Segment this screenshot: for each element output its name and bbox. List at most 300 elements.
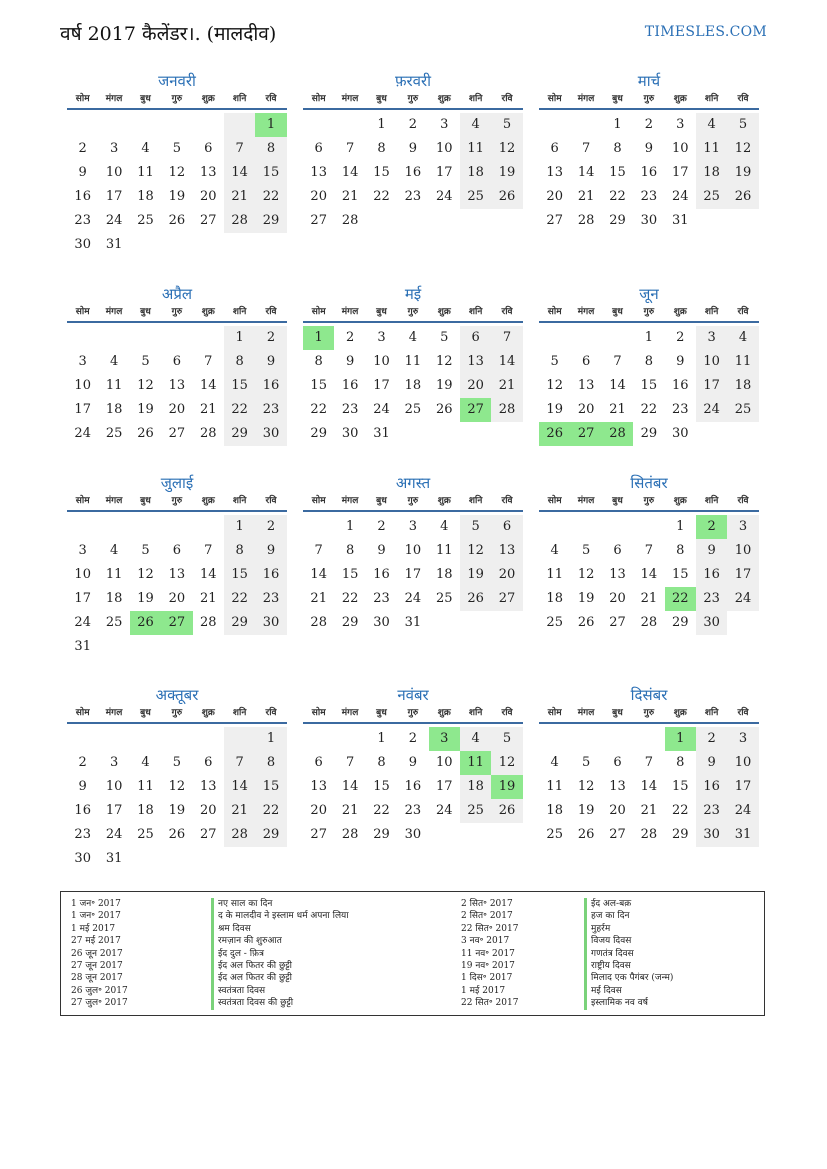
day-cell: 2	[408, 731, 417, 746]
day-cell: 15	[671, 567, 689, 582]
day-cell: 24	[671, 189, 689, 204]
day-cell: 30	[255, 611, 286, 635]
day-cell: 17	[74, 591, 91, 606]
day-cell: 7	[613, 354, 622, 369]
weekday-label: गुरु	[643, 307, 655, 317]
day-cell: 20	[577, 402, 595, 417]
weekday-label: गुरु	[171, 94, 183, 104]
day-cell: 21	[199, 591, 217, 606]
day-cell: 6	[491, 515, 522, 539]
day-cell: 12	[546, 378, 563, 393]
day-cell: 21	[640, 591, 658, 606]
holiday-name: मिलाद एक पैगंबर (जन्म)	[584, 972, 673, 984]
weekday-label: शनि	[704, 708, 719, 718]
weekday-header	[67, 305, 287, 323]
day-cell: 26	[539, 422, 570, 446]
month-name: जुलाई	[160, 474, 194, 492]
day-cell: 14	[640, 567, 658, 582]
day-cell: 22	[255, 799, 286, 823]
holiday-date: 1 मई 2017	[461, 985, 506, 996]
day-cell: 25	[546, 827, 563, 842]
day-cell: 25	[435, 591, 453, 606]
weekday-label: रवि	[265, 496, 277, 506]
day-cell: 2	[377, 519, 386, 534]
day-cell: 2	[78, 755, 87, 770]
weekday-label: बुध	[612, 94, 623, 104]
empty-cell	[397, 422, 428, 446]
day-cell: 5	[727, 113, 758, 137]
weekday-label: रवि	[501, 496, 513, 506]
month-block	[303, 70, 523, 233]
day-cell: 1	[345, 519, 355, 534]
month-name: जनवरी	[158, 72, 196, 90]
day-cell: 24	[373, 402, 390, 417]
day-cell: 7	[314, 543, 323, 558]
weekday-label: मंगल	[341, 496, 359, 506]
day-cell: 15	[341, 567, 359, 582]
day-cell: 28	[602, 422, 633, 446]
day-cell: 20	[546, 189, 563, 204]
day-cell: 20	[310, 803, 327, 818]
day-cell: 13	[491, 539, 522, 563]
day-cell: 23	[74, 827, 91, 842]
day-cell: 1	[224, 326, 255, 350]
day-cell: 6	[314, 755, 323, 770]
day-cell: 3	[429, 727, 460, 751]
holiday-legend	[60, 891, 765, 1016]
day-cell: 13	[609, 567, 626, 582]
day-cell: 16	[696, 563, 727, 587]
day-cell: 18	[105, 591, 123, 606]
day-cell: 5	[460, 515, 491, 539]
month-name: मई	[404, 285, 422, 303]
day-cell: 27	[199, 213, 217, 228]
day-cell: 4	[109, 543, 119, 558]
empty-cell	[696, 422, 727, 446]
day-cell: 6	[613, 755, 622, 770]
holiday-date: 26 जून 2017	[71, 948, 123, 959]
weekday-label: मंगल	[105, 708, 123, 718]
day-cell: 11	[435, 543, 453, 558]
empty-cell	[602, 727, 633, 751]
month-name: अगस्त	[395, 474, 431, 492]
holiday-name: स्वतंत्रता दिवस	[211, 985, 349, 997]
weekday-label: शुक्र	[673, 496, 687, 506]
empty-cell	[303, 515, 334, 539]
day-cell: 13	[546, 165, 563, 180]
day-cell: 31	[727, 823, 758, 847]
day-cell: 7	[345, 141, 355, 156]
day-cell: 18	[435, 567, 453, 582]
day-cell: 10	[727, 751, 758, 775]
weekday-label: गुरु	[643, 708, 655, 718]
day-cell: 22	[255, 185, 286, 209]
holiday-dates-column-1	[71, 898, 128, 1010]
day-cell: 1	[644, 330, 653, 345]
day-cell: 23	[404, 803, 422, 818]
day-cell: 19	[168, 189, 186, 204]
empty-cell	[397, 209, 428, 233]
day-cell: 15	[255, 161, 286, 185]
day-cell: 12	[577, 779, 595, 794]
day-cell: 28	[577, 213, 595, 228]
empty-cell	[334, 113, 365, 137]
day-cell: 18	[137, 803, 154, 818]
day-cell: 20	[199, 803, 217, 818]
day-cell: 22	[609, 189, 626, 204]
day-cell: 8	[676, 543, 685, 558]
day-cell: 29	[255, 823, 286, 847]
day-cell: 29	[373, 827, 390, 842]
holiday-name: राष्ट्रीय दिवस	[584, 960, 673, 972]
weekday-label: गुरु	[407, 708, 419, 718]
day-cell: 21	[224, 185, 255, 209]
day-cell: 2	[696, 515, 727, 539]
weekday-label: सोम	[75, 496, 90, 506]
empty-cell	[491, 823, 522, 847]
day-cell: 2	[408, 117, 417, 132]
day-cell: 7	[204, 354, 213, 369]
holiday-names-column-2	[584, 898, 673, 1010]
empty-cell	[161, 233, 192, 257]
day-cell: 12	[727, 137, 758, 161]
month-name: अप्रैल	[161, 285, 193, 303]
empty-cell	[539, 515, 570, 539]
day-cell: 21	[640, 803, 658, 818]
day-cell: 1	[377, 731, 386, 746]
weekday-header	[303, 92, 523, 110]
weekday-header	[67, 706, 287, 724]
day-grid	[303, 113, 523, 233]
weekday-label: शुक्र	[201, 94, 215, 104]
weekday-label: रवि	[737, 94, 749, 104]
weekday-label: गुरु	[643, 94, 655, 104]
weekday-label: सोम	[75, 708, 90, 718]
day-cell: 28	[199, 426, 217, 441]
day-cell: 25	[137, 213, 154, 228]
weekday-label: शुक्र	[201, 708, 215, 718]
weekday-label: सोम	[311, 496, 326, 506]
weekday-label: शुक्र	[201, 496, 215, 506]
empty-cell	[602, 326, 633, 350]
day-cell: 10	[435, 141, 453, 156]
empty-cell	[67, 113, 98, 137]
day-cell: 6	[204, 141, 213, 156]
day-cell: 2	[255, 515, 286, 539]
weekday-header	[303, 706, 523, 724]
day-cell: 23	[404, 189, 422, 204]
day-cell: 13	[609, 779, 626, 794]
day-cell: 11	[137, 165, 154, 180]
day-cell: 9	[408, 141, 417, 156]
holiday-date: 1 जन॰ 2017	[71, 911, 121, 922]
day-cell: 25	[460, 799, 491, 823]
day-cell: 6	[460, 326, 491, 350]
day-cell: 22	[640, 402, 658, 417]
month-name: मार्च	[637, 72, 661, 90]
day-cell: 30	[404, 827, 422, 842]
day-grid	[67, 113, 287, 257]
day-cell: 11	[137, 779, 154, 794]
weekday-label: बुध	[140, 307, 151, 317]
weekday-label: बुध	[376, 307, 387, 317]
day-cell: 21	[577, 189, 595, 204]
day-cell: 22	[310, 402, 327, 417]
empty-cell	[539, 727, 570, 751]
day-cell: 13	[460, 350, 491, 374]
day-cell: 5	[172, 755, 181, 770]
weekday-label: रवि	[501, 94, 513, 104]
weekday-label: बुध	[612, 307, 623, 317]
day-cell: 11	[105, 567, 123, 582]
day-cell: 15	[224, 563, 255, 587]
weekday-label: गुरु	[171, 496, 183, 506]
day-cell: 19	[137, 402, 154, 417]
day-cell: 4	[141, 755, 150, 770]
day-cell: 5	[550, 354, 559, 369]
day-cell: 12	[491, 137, 522, 161]
day-cell: 9	[696, 539, 727, 563]
day-cell: 12	[168, 779, 186, 794]
day-cell: 10	[671, 141, 689, 156]
day-cell: 25	[404, 402, 422, 417]
day-cell: 26	[168, 827, 186, 842]
weekday-label: बुध	[612, 496, 623, 506]
day-cell: 4	[440, 519, 449, 534]
empty-cell	[224, 113, 255, 137]
day-cell: 30	[696, 611, 727, 635]
day-cell: 27	[199, 827, 217, 842]
day-cell: 8	[676, 755, 685, 770]
day-cell: 9	[696, 751, 727, 775]
day-cell: 26	[168, 213, 186, 228]
day-cell: 14	[310, 567, 327, 582]
day-cell: 25	[105, 615, 123, 630]
weekday-label: मंगल	[577, 94, 595, 104]
day-cell: 28	[341, 213, 359, 228]
day-cell: 29	[255, 209, 286, 233]
day-cell: 4	[408, 330, 417, 345]
day-cell: 9	[644, 141, 653, 156]
empty-cell	[98, 326, 129, 350]
empty-cell	[130, 727, 161, 751]
day-cell: 12	[137, 567, 154, 582]
month-block	[67, 70, 287, 257]
day-cell: 20	[199, 189, 217, 204]
day-cell: 19	[546, 402, 563, 417]
weekday-label: सोम	[547, 307, 562, 317]
weekday-label: शनि	[232, 94, 247, 104]
day-cell: 28	[199, 615, 217, 630]
day-grid	[539, 326, 759, 446]
day-cell: 30	[696, 823, 727, 847]
day-cell: 9	[255, 350, 286, 374]
holiday-name: रमज़ान की शुरुआत	[211, 935, 349, 947]
day-cell: 15	[609, 165, 626, 180]
month-block	[67, 472, 287, 659]
day-cell: 28	[310, 615, 327, 630]
empty-cell	[429, 611, 460, 635]
day-cell: 22	[224, 398, 255, 422]
day-cell: 28	[491, 398, 522, 422]
weekday-label: शनि	[468, 94, 483, 104]
brand-link[interactable]: TIMESLES.COM	[644, 24, 767, 40]
day-cell: 31	[105, 237, 123, 252]
day-cell: 25	[137, 827, 154, 842]
weekday-label: शुक्र	[437, 496, 451, 506]
weekday-label: मंगल	[341, 307, 359, 317]
day-cell: 21	[609, 402, 626, 417]
weekday-label: बुध	[376, 496, 387, 506]
day-grid	[539, 113, 759, 233]
empty-cell	[161, 847, 192, 871]
day-cell: 9	[408, 755, 417, 770]
day-cell: 23	[341, 402, 359, 417]
day-cell: 8	[345, 543, 355, 558]
day-cell: 3	[78, 354, 87, 369]
day-cell: 10	[373, 354, 390, 369]
day-cell: 29	[640, 426, 658, 441]
day-cell: 31	[373, 426, 390, 441]
weekday-label: शनि	[704, 307, 719, 317]
day-cell: 2	[676, 330, 685, 345]
holiday-name: मुहर्रम	[584, 923, 673, 935]
holiday-name: श्रम दिवस	[211, 923, 349, 935]
day-cell: 21	[341, 803, 359, 818]
day-cell: 22	[665, 587, 696, 611]
day-cell: 15	[255, 775, 286, 799]
day-cell: 25	[696, 185, 727, 209]
day-cell: 10	[727, 539, 758, 563]
day-grid	[67, 515, 287, 659]
empty-cell	[161, 635, 192, 659]
day-cell: 4	[460, 727, 491, 751]
weekday-label: मंगल	[577, 708, 595, 718]
empty-cell	[727, 422, 758, 446]
day-cell: 11	[460, 137, 491, 161]
empty-cell	[67, 727, 98, 751]
holiday-name: ईद अल-बक़	[584, 898, 673, 910]
day-cell: 24	[105, 213, 123, 228]
day-cell: 9	[345, 354, 355, 369]
weekday-label: रवि	[737, 708, 749, 718]
weekday-label: रवि	[501, 708, 513, 718]
day-cell: 23	[696, 587, 727, 611]
day-cell: 29	[310, 426, 327, 441]
day-cell: 19	[577, 591, 595, 606]
day-cell: 8	[644, 354, 653, 369]
empty-cell	[98, 727, 129, 751]
weekday-label: गुरु	[407, 307, 419, 317]
day-cell: 20	[460, 374, 491, 398]
day-cell: 26	[491, 799, 522, 823]
day-cell: 26	[460, 587, 491, 611]
day-cell: 28	[341, 827, 359, 842]
holiday-name: ईद अल फितर की छुट्टी	[211, 960, 349, 972]
empty-cell	[460, 823, 491, 847]
holiday-date: 22 सित॰ 2017	[461, 998, 519, 1009]
weekday-label: सोम	[311, 708, 326, 718]
weekday-header	[303, 305, 523, 323]
empty-cell	[161, 113, 192, 137]
weekday-header	[539, 305, 759, 323]
day-cell: 20	[609, 591, 626, 606]
weekday-label: शुक्र	[437, 307, 451, 317]
day-cell: 13	[199, 165, 217, 180]
empty-cell	[98, 515, 129, 539]
day-cell: 23	[671, 402, 689, 417]
empty-cell	[255, 847, 286, 871]
empty-cell	[193, 515, 224, 539]
day-cell: 16	[74, 803, 91, 818]
empty-cell	[334, 727, 365, 751]
weekday-label: गुरु	[407, 496, 419, 506]
empty-cell	[224, 233, 255, 257]
day-cell: 28	[640, 827, 658, 842]
day-cell: 31	[671, 213, 689, 228]
day-cell: 31	[74, 639, 91, 654]
empty-cell	[193, 326, 224, 350]
weekday-label: शनि	[468, 307, 483, 317]
day-cell: 12	[137, 378, 154, 393]
weekday-label: शुक्र	[673, 708, 687, 718]
holiday-name: ईद अल फितर की छुट्टी	[211, 972, 349, 984]
empty-cell	[570, 515, 601, 539]
day-cell: 8	[377, 141, 386, 156]
day-cell: 16	[255, 563, 286, 587]
day-cell: 2	[644, 117, 653, 132]
holiday-date: 22 सित॰ 2017	[461, 923, 519, 934]
empty-cell	[366, 209, 397, 233]
day-cell: 27	[546, 213, 563, 228]
empty-cell	[570, 113, 601, 137]
weekday-label: मंगल	[105, 496, 123, 506]
day-cell: 21	[341, 189, 359, 204]
day-cell: 20	[310, 189, 327, 204]
weekday-label: रवि	[265, 94, 277, 104]
holiday-date: 3 नव॰ 2017	[461, 936, 510, 947]
weekday-label: गुरु	[643, 496, 655, 506]
day-cell: 17	[105, 803, 123, 818]
day-cell: 14	[199, 378, 217, 393]
day-cell: 16	[74, 189, 91, 204]
empty-cell	[193, 635, 224, 659]
holiday-date: 28 जून 2017	[71, 973, 123, 984]
day-cell: 19	[435, 378, 453, 393]
month-block	[539, 684, 759, 847]
day-cell: 16	[671, 378, 689, 393]
day-cell: 31	[105, 851, 123, 866]
day-cell: 30	[671, 426, 689, 441]
empty-cell	[130, 515, 161, 539]
day-cell: 18	[546, 803, 563, 818]
day-cell: 7	[644, 755, 653, 770]
day-cell: 5	[491, 727, 522, 751]
weekday-label: शुक्र	[437, 94, 451, 104]
empty-cell	[491, 209, 522, 233]
day-cell: 27	[609, 827, 626, 842]
empty-cell	[98, 635, 129, 659]
day-cell: 22	[373, 803, 390, 818]
holiday-date: 2 सित॰ 2017	[461, 899, 513, 909]
holiday-dates-column-2	[461, 898, 518, 1010]
holiday-date: 11 नव॰ 2017	[461, 948, 515, 959]
day-cell: 17	[105, 189, 123, 204]
day-cell: 13	[310, 165, 327, 180]
weekday-header	[539, 706, 759, 724]
day-cell: 8	[377, 755, 386, 770]
day-cell: 18	[727, 374, 758, 398]
